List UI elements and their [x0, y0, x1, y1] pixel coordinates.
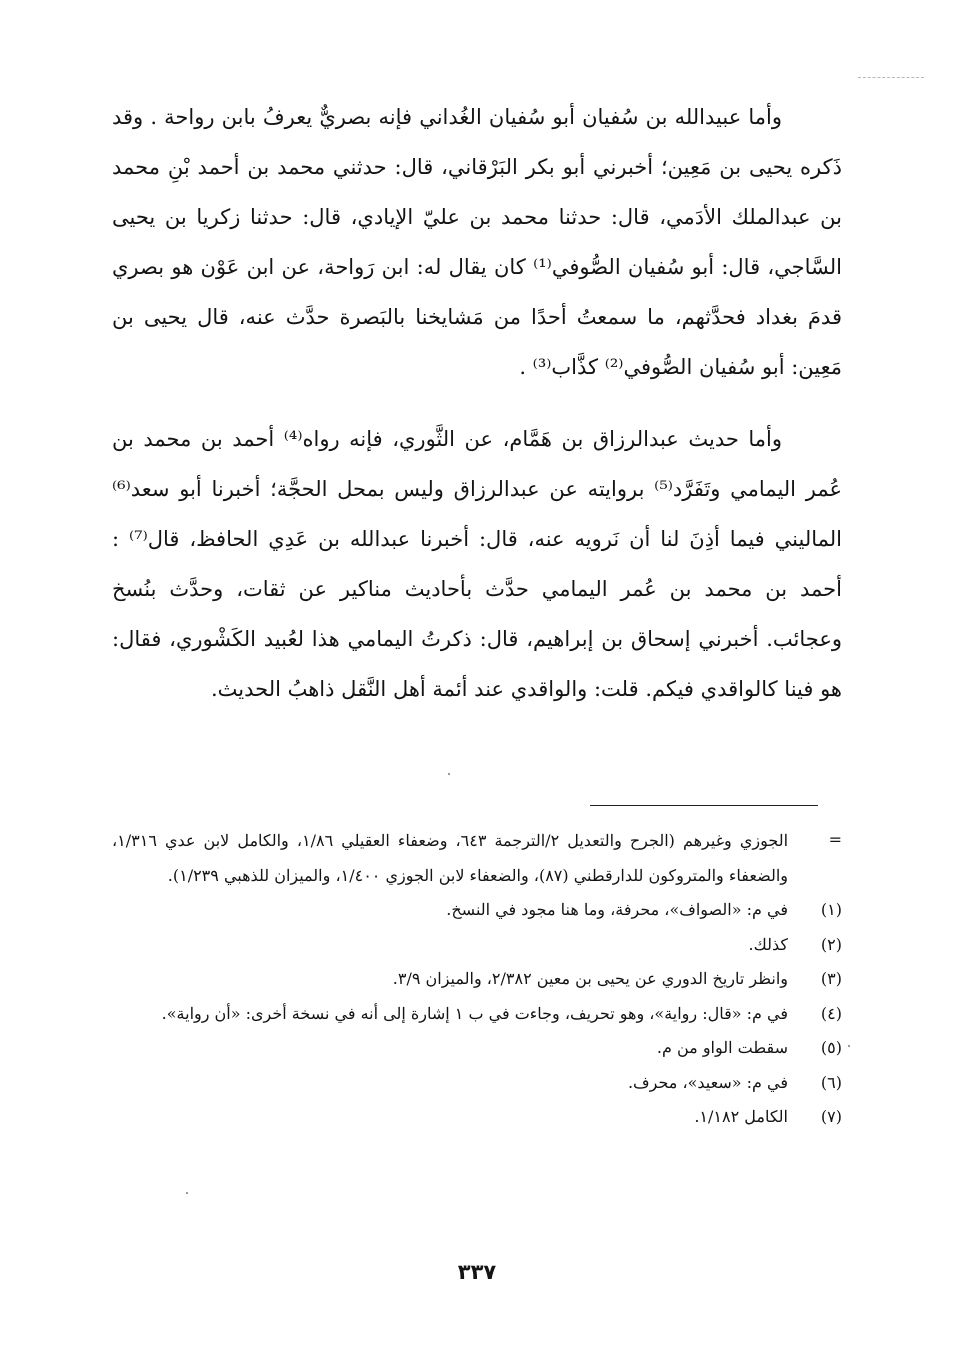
- footnote-text: كذلك.: [748, 934, 788, 954]
- footnote-number: (٥): [820, 1038, 842, 1057]
- footnotes: [112, 823, 842, 1135]
- scan-speck: [848, 1045, 850, 1047]
- footnote-number: =: [828, 830, 842, 849]
- footnote-text: سقطت الواو من م.: [656, 1038, 788, 1057]
- scan-speck: [186, 1192, 188, 1194]
- footnote-number: (٤): [820, 1003, 842, 1023]
- footnote-2: [112, 928, 842, 963]
- footnote-text: الجوزي وغيرهم (الجرح والتعديل ٢/الترجمة ٦٤٣، وضعفاء العقيلي ١/٨٦، والكامل لابن عدي ١/٣١٦، والضعفاء والمتروكون للدارقطني (٨٧)، والضعفاء لابن الجوزي ١/٤٠٠، والميزان للذهبي ١/٢٣٩).: [112, 831, 789, 885]
- main-text: [112, 92, 842, 714]
- scan-speck: [448, 773, 450, 775]
- top-dashed-rule: [858, 77, 924, 78]
- footnote-3: [112, 962, 842, 997]
- footnote-7: [112, 1100, 842, 1135]
- footnote-1: [112, 893, 842, 928]
- footnote-5: [112, 1031, 842, 1066]
- footnote-text: الكامل ١/١٨٢.: [694, 1107, 788, 1126]
- footnote-text: وانظر تاريخ الدوري عن يحيى بن معين ٢/٣٨٢، والميزان ٣/٩.: [392, 969, 788, 988]
- footnote-continuation: [112, 823, 842, 893]
- footnote-separator: [590, 805, 818, 806]
- footnote-text: في م: «سعيد»، محرف.: [627, 1072, 788, 1092]
- paragraph-abdulrazzaq: وأما حديث عبدالرزاق بن هَمَّام، عن الثَّوري، فإنه رواه⁽⁴⁾ أحمد بن محمد بن عُمر اليمامي وتَفَرَّد⁽⁵⁾ بروايته عن عبدالرزاق وليس بمحل الحجَّة؛ أخبرنا أبو سعد⁽⁶⁾ الماليني فيما أذِنَ لنا أن نَرويه عنه، قال: أخبرنا عبدالله بن عَدِي الحافظ، قال⁽⁷⁾ : أحمد بن محمد بن عُمر اليمامي حدَّث بأحاديث مناكير عن ثقات، وحدَّث بنُسخ وعجائب. أخبرني إسحاق بن إبراهيم، قال: ذكرتُ اليمامي هذا لعُبيد الكَشْوري، فقال: هو فينا كالواقدي فيكم. قلت: والواقدي عند أئمة أهل النَّقل ذاهبُ الحديث.: [112, 427, 842, 701]
- footnote-number: (٣): [820, 969, 842, 988]
- footnote-4: [112, 997, 842, 1032]
- footnote-text: في م: «قال: رواية»، وهو تحريف، وجاءت في ب ١ إشارة إلى أنه في نسخة أخرى: «أن رواية».: [161, 1003, 788, 1023]
- footnote-number: (٧): [820, 1107, 842, 1126]
- footnote-number: (٢): [820, 934, 842, 954]
- footnote-number: (٦): [820, 1072, 842, 1092]
- page-number: ٣٣٧: [457, 1260, 497, 1284]
- paragraph-ubaydullah: وأما عبيدالله بن سُفيان أبو سُفيان الغُداني فإنه بصريٌّ يعرفُ بابن رواحة . وقد ذَكره يحيى بن مَعِين؛ أخبرني أبو بكر البَرْقاني، قال: حدثني محمد بن أحمد بْنِ محمد بن عبدالملك الأدَمي، قال: حدثنا محمد بن عليّ الإيادي، قال: حدثنا زكريا بن يحيى السَّاجي، قال: أبو سُفيان الصُّوفي⁽¹⁾ كان يقال له: ابن رَواحة، عن ابن عَوْن هو بصري قدمَ بغداد فحدَّثهم، ما سمعتُ أحدًا من مَشايخنا بالبَصرة حدَّث عنه، قال يحيى بن مَعِين: أبو سُفيان الصُّوفي⁽²⁾ كذَّاب⁽³⁾ .: [112, 105, 842, 379]
- footnote-6: [112, 1066, 842, 1101]
- footnote-number: (١): [820, 900, 842, 919]
- footnote-text: في م: «الصواف»، محرفة، وما هنا مجود في النسخ.: [446, 900, 788, 919]
